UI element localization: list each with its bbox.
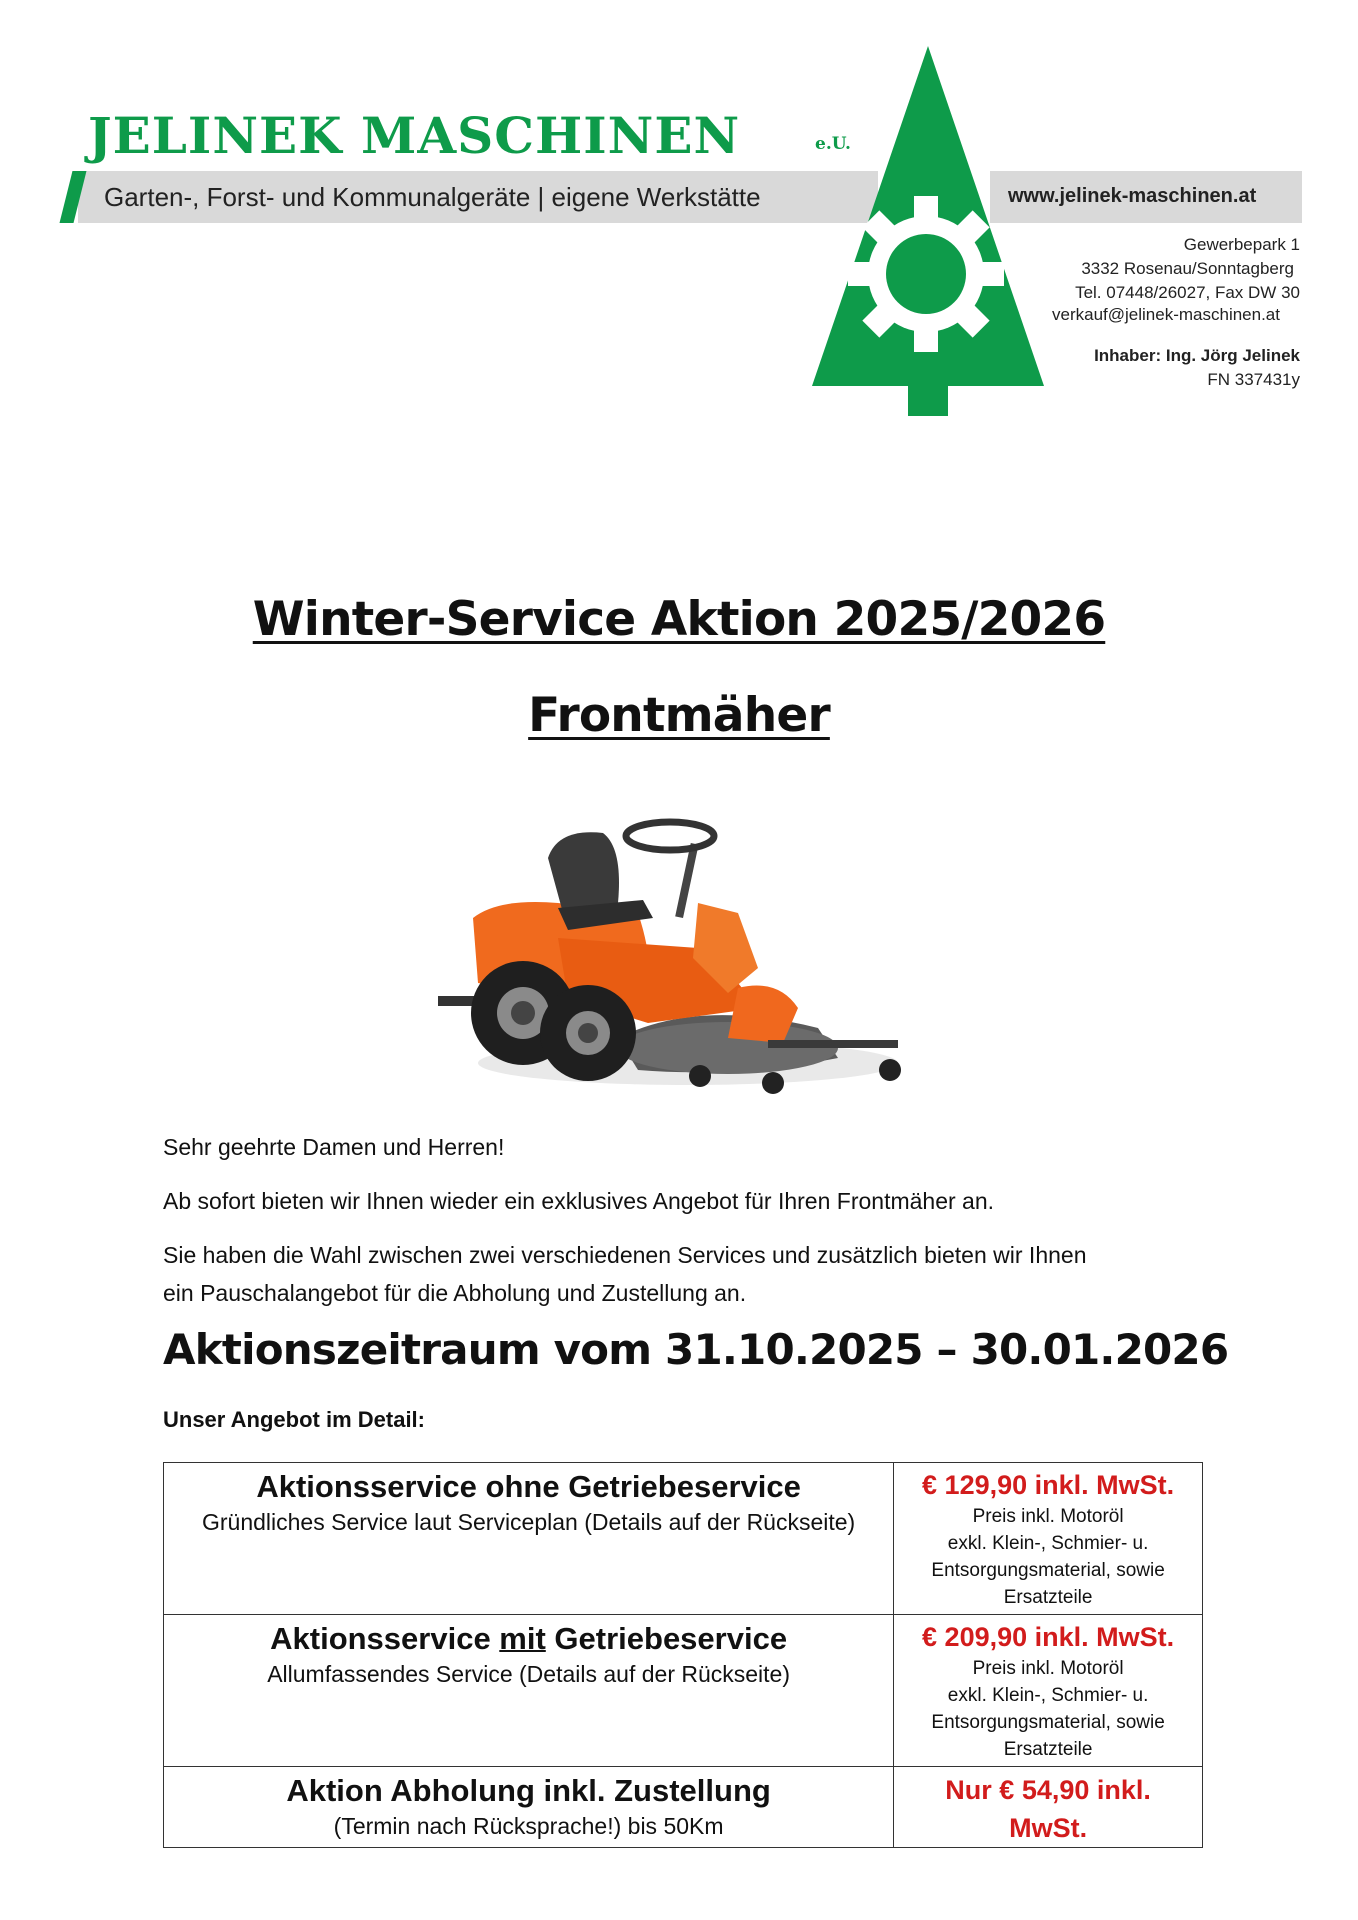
offer-description: (Termin nach Rücksprache!) bis 50Km xyxy=(333,1813,724,1839)
offer-price: € 209,90 inkl. MwSt. xyxy=(922,1622,1175,1652)
offer-description: Gründliches Service laut Serviceplan (Details auf der Rückseite) xyxy=(201,1509,856,1535)
offer-price: € 129,90 inkl. MwSt. xyxy=(922,1470,1175,1500)
website-link[interactable]: www.jelinek-maschinen.at xyxy=(1008,185,1257,207)
offer-price: MwSt. xyxy=(1009,1813,1088,1843)
offer-title: Aktion Abholung inkl. Zustellung xyxy=(286,1773,771,1808)
table-row xyxy=(164,1615,1203,1767)
greeting: Sehr geehrte Damen und Herren! xyxy=(163,1134,505,1160)
offer-description-cell xyxy=(164,1767,894,1848)
offer-description-cell xyxy=(164,1615,894,1767)
promotion-period: Aktionszeitraum vom 31.10.2025 – 30.01.2026 xyxy=(163,1325,1229,1374)
choice-text-line1: Sie haben die Wahl zwischen zwei verschiedenen Services und zusätzlich bieten wir Ihnen xyxy=(163,1242,1087,1268)
price-note: Preis inkl. Motoröl xyxy=(972,1658,1124,1679)
price-note: exkl. Klein-, Schmier- u. xyxy=(947,1685,1149,1706)
price-note: Entsorgungsmaterial, sowie xyxy=(931,1712,1165,1733)
phone-fax: Tel. 07448/26027, Fax DW 30 xyxy=(1075,283,1300,302)
address-street: Gewerbepark 1 xyxy=(1183,235,1300,254)
price-note: Ersatzteile xyxy=(1003,1739,1093,1760)
price-note: Preis inkl. Motoröl xyxy=(972,1506,1124,1527)
company-register-number: FN 337431y xyxy=(1207,370,1300,389)
offer-title: Aktionsservice ohne Getriebeservice xyxy=(256,1469,801,1504)
offer-description: Allumfassendes Service (Details auf der Rückseite) xyxy=(267,1661,791,1687)
price-note: exkl. Klein-, Schmier- u. xyxy=(947,1533,1149,1554)
offer-title-part: Aktionsservice xyxy=(270,1621,500,1656)
email-link[interactable]: verkauf@jelinek-maschinen.at xyxy=(1052,305,1280,324)
price-note: Entsorgungsmaterial, sowie xyxy=(931,1560,1165,1581)
detail-heading: Unser Angebot im Detail: xyxy=(163,1407,425,1432)
offer-price: Nur € 54,90 inkl. xyxy=(945,1775,1151,1805)
offer-title-part: Getriebeservice xyxy=(545,1621,788,1656)
page-subtitle: Frontmäher xyxy=(528,688,830,743)
intro-text: Ab sofort bieten wir Ihnen wieder ein exklusives Angebot für Ihren Frontmäher an. xyxy=(163,1188,995,1214)
table-row xyxy=(164,1767,1203,1848)
price-note: Ersatzteile xyxy=(1003,1587,1093,1608)
offer-price-cell xyxy=(894,1615,1203,1767)
fir-tree-gear-logo xyxy=(812,46,1044,416)
offer-title-emphasis: mit xyxy=(499,1621,546,1656)
address-city: 3332 Rosenau/Sonntagberg xyxy=(1081,259,1294,278)
choice-text-line2: ein Pauschalangebot für die Abholung und Zustellung an. xyxy=(163,1280,747,1306)
company-suffix: e.U. xyxy=(815,134,851,154)
offer-table xyxy=(163,1462,1203,1848)
offer-title xyxy=(164,1619,893,1659)
offer-price-cell xyxy=(894,1463,1203,1615)
offer-description-cell xyxy=(164,1463,894,1615)
company-slogan: Garten-, Forst- und Kommunalgeräte | eigene Werkstätte xyxy=(104,182,761,212)
company-name: JELINEK MASCHINEN xyxy=(88,106,741,165)
front-mower-image xyxy=(438,808,918,1100)
page-title: Winter-Service Aktion 2025/2026 xyxy=(252,592,1106,647)
owner-name: Inhaber: Ing. Jörg Jelinek xyxy=(1094,346,1300,365)
offer-price-cell xyxy=(894,1767,1203,1848)
table-row xyxy=(164,1463,1203,1615)
